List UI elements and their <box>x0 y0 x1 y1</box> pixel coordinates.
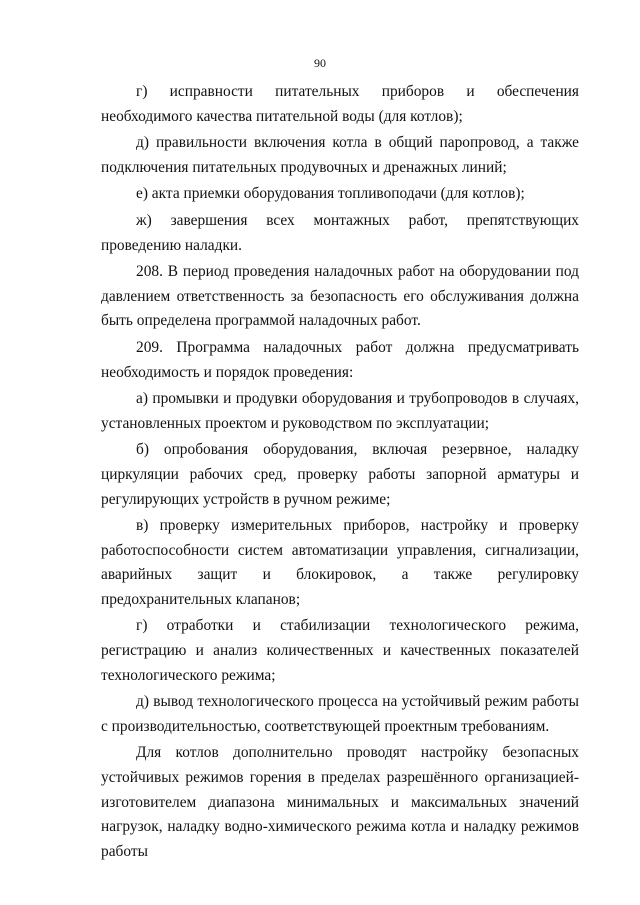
paragraph-a-flushing: а) промывки и продувки оборудования и трубопроводов в случаях, установленных проектом и руководством по эксплуатации; <box>101 390 579 432</box>
paragraph-v-instruments: в) проверку измерительных приборов, настройку и проверку работоспособности систем автоматизации управления, сигнализации, аварийных защит и блокировок, а также регулировку предохранительных клапанов; <box>101 517 579 608</box>
paragraph-g-feed-devices: г) исправности питательных приборов и обеспечения необходимого качества питательной воды (для котлов); <box>101 83 579 125</box>
paragraph-209: 209. Программа наладочных работ должна предусматривать необходимость и порядок проведения: <box>101 338 579 381</box>
document-body <box>101 80 579 864</box>
paragraph-b-testing: б) опробования оборудования, включая резервное, наладку циркуляции рабочих сред, проверку работы запорной арматуры и регулирующих устройств в ручном режиме; <box>101 441 579 508</box>
paragraph-d-steady-mode: д) вывод технологического процесса на устойчивый режим работы с производительностью, соответствующей проектным требованиям. <box>101 693 579 735</box>
paragraph-zh-installation-complete: ж) завершения всех монтажных работ, препятствующих проведению наладки. <box>101 211 579 254</box>
paragraph-boilers-additional: Для котлов дополнительно проводят настройку безопасных устойчивых режимов горения в пределах разрешённого организацией-изготовителем диапазона минимальных и максимальных значений нагрузок, наладку водно-химического режима котла и наладку режимов работы <box>101 744 579 860</box>
paragraph-208: 208. В период проведения наладочных работ на оборудовании под давлением ответственность за безопасность его обслуживания должна быть определена программой наладочных работ. <box>101 263 579 330</box>
paragraph-e-fuel-supply-act: е) акта приемки оборудования топливоподачи (для котлов); <box>136 185 525 203</box>
paragraph-g-stabilization: г) отработки и стабилизации технологического режима, регистрацию и анализ количественных и качественных показателей технологического режима; <box>101 617 579 684</box>
page-number: 90 <box>314 56 326 70</box>
paragraph-d-boiler-connection: д) правильности включения котла в общий паропровод, а также подключения питательных продувочных и дренажных линий; <box>101 134 579 176</box>
